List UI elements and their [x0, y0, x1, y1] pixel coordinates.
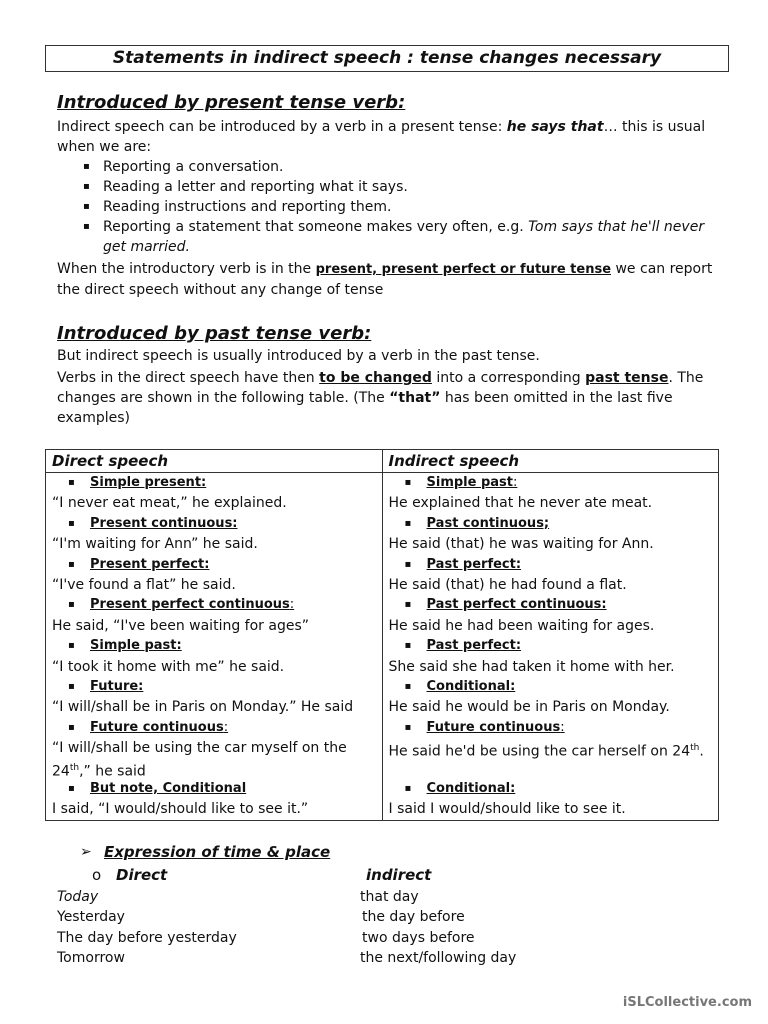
expr-direct: The day before yesterday	[57, 930, 237, 946]
intro-text-c: … this is usual when we are:	[57, 119, 706, 155]
past-paragraph-2	[57, 368, 723, 428]
indirect-example: He said (that) he was waiting for Ann.	[388, 536, 654, 553]
indirect-example: She said she had taken it home with her.	[388, 658, 675, 675]
tense-label: ▪ Present perfect continuous:	[52, 595, 376, 615]
tense-label: ▪ Conditional:	[389, 677, 713, 697]
list-item-example: Tom says that he'll never get married.	[103, 219, 705, 255]
p2-text-a: Verbs in the direct speech have then	[57, 370, 320, 386]
indirect-example: I said I would/should like to see it.	[388, 801, 626, 818]
p2-emphasis-past-tense: past tense	[585, 370, 669, 386]
expressions-col-indirect: indirect	[366, 866, 432, 884]
table-header-row	[46, 450, 719, 473]
intro-example: he says that	[506, 119, 604, 135]
expressions-col-direct: Direct	[116, 866, 168, 884]
direct-example: “I will/shall be in Paris on Monday.” He said	[52, 699, 354, 716]
indirect-example: He said he'd be using the car herself on 24th.	[388, 743, 704, 760]
intro-paragraph	[57, 117, 723, 157]
expr-indirect: the day before	[362, 909, 465, 925]
expressions-heading: Expression of time & place	[104, 843, 331, 861]
direct-example: “I took it home with me” he said.	[52, 658, 285, 675]
indirect-cell	[382, 473, 719, 821]
outro-text-a: When the introductory verb is in the	[57, 261, 316, 277]
indirect-example: He said he had been waiting for ages.	[388, 617, 655, 634]
tense-label: ▪ Present perfect:	[52, 555, 376, 575]
column-header-indirect: Indirect speech	[382, 450, 719, 473]
list-item	[83, 217, 723, 257]
list-item: ▪ Reporting a conversation.	[83, 157, 723, 177]
direct-example: “I've found a flat” he said.	[52, 576, 236, 593]
past-paragraph-1: But indirect speech is usually introduced by a verb in the past tense.	[57, 348, 540, 364]
indirect-example: He explained that he never ate meat.	[388, 495, 653, 512]
tense-change-table	[45, 449, 719, 821]
tense-label: ▪ Present continuous:	[52, 514, 376, 534]
direct-example: “I'm waiting for Ann” he said.	[52, 536, 258, 553]
indirect-example: He said (that) he had found a flat.	[388, 576, 627, 593]
outro-paragraph	[57, 259, 723, 300]
tense-label: ▪ Simple present:	[52, 473, 376, 493]
outro-emphasis: present, present perfect or future tense	[315, 262, 612, 277]
list-item-text: Reporting a statement that someone makes very often, e.g.	[103, 219, 529, 235]
list-item: ▪ Reading instructions and reporting them.	[83, 197, 723, 217]
direct-example: I said, “I would/should like to see it.”	[52, 801, 309, 818]
circle-bullet: o	[92, 866, 102, 884]
tense-label: ▪ Past perfect:	[389, 555, 713, 575]
section-heading-present: Introduced by present tense verb:	[57, 92, 406, 113]
tense-label: ▪ Simple past:	[52, 636, 376, 656]
expr-indirect: two days before	[362, 930, 475, 946]
tense-label: ▪ Simple past:	[389, 473, 713, 493]
direct-example: He said, “I've been waiting for ages”	[52, 617, 309, 634]
list-item: ▪ Reading a letter and reporting what it says.	[83, 177, 723, 197]
expr-direct: Today	[57, 889, 99, 905]
p2-text-g: has been omitted in the last five examples)	[57, 390, 673, 426]
column-header-direct: Direct speech	[46, 450, 383, 473]
intro-text-a: Indirect speech can be introduced by a verb in a present tense:	[57, 119, 507, 135]
expr-indirect: the next/following day	[360, 950, 517, 966]
direct-example: “I never eat meat,” he explained.	[52, 495, 287, 512]
p2-that: “that”	[389, 390, 441, 406]
section-heading-past: Introduced by past tense verb:	[57, 323, 372, 344]
tense-label: ▪ Conditional:	[389, 779, 713, 799]
page-title: Statements in indirect speech : tense changes necessary	[45, 45, 729, 72]
outro-text-c: we can report the direct speech without any change of tense	[57, 261, 713, 298]
p2-text-e: . The changes are shown in the following table. (The	[57, 370, 704, 406]
tense-label: ▪ Past perfect continuous:	[389, 595, 713, 615]
p2-text-c: into a corresponding	[431, 370, 586, 386]
watermark: iSLCollective.com	[622, 995, 752, 1010]
tense-label: ▪ Future continuous:	[52, 718, 376, 738]
usage-list	[83, 157, 723, 257]
indirect-example: He said he would be in Paris on Monday.	[388, 699, 670, 716]
tense-label: ▪ Future continuous:	[389, 718, 713, 738]
tense-label: ▪ Past continuous;	[389, 514, 713, 534]
arrow-bullet-icon: ➢	[80, 844, 92, 860]
table-row	[46, 473, 719, 821]
expr-direct: Tomorrow	[57, 950, 125, 966]
tense-label: ▪ Past perfect:	[389, 636, 713, 656]
expr-direct: Yesterday	[57, 909, 125, 925]
p2-emphasis-changed: to be changed	[319, 370, 432, 386]
direct-cell	[46, 473, 383, 821]
tense-label: ▪ Future:	[52, 677, 376, 697]
expr-indirect: that day	[360, 889, 419, 905]
tense-label: ▪ But note, Conditional	[52, 779, 376, 799]
direct-example: “I will/shall be using the car myself on the 24th,” he said	[52, 740, 347, 781]
